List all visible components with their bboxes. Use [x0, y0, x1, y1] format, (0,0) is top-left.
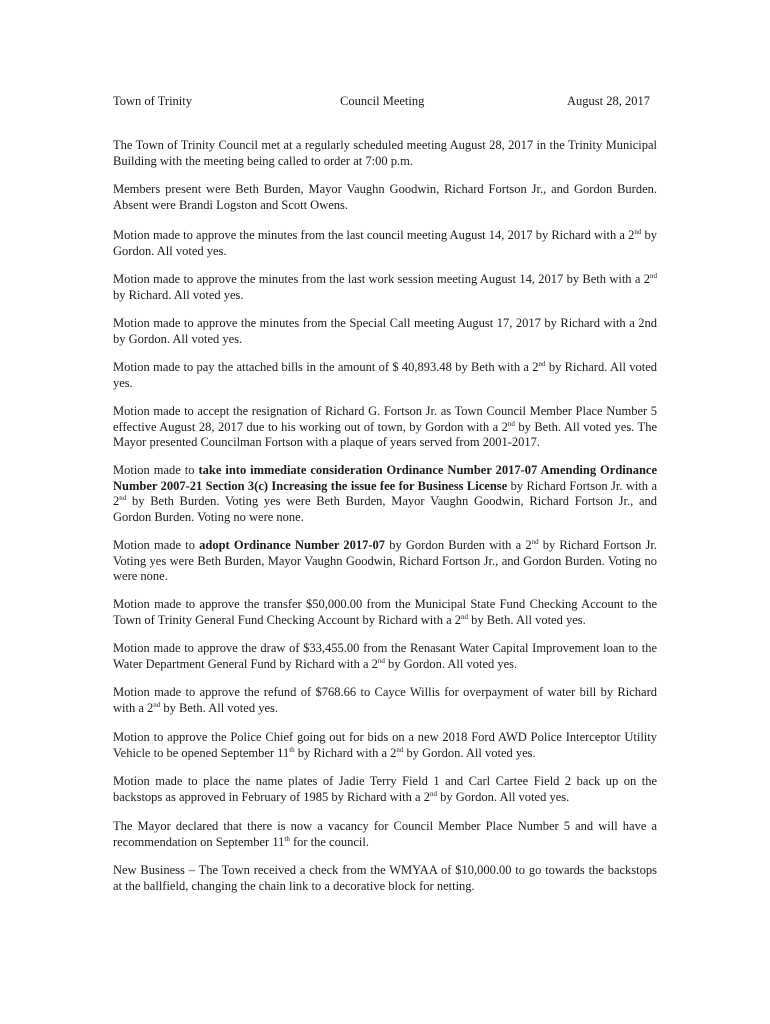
- paragraph-motion-resignation: Motion made to accept the resignation of Richard G. Fortson Jr. as Town Council Member Place Number 5 effective August 28, 2017 due to his working out of town, by Gordon with a 2nd by Beth. All voted yes. The Mayor presented Councilman Fortson with a plaque of years served from 2001-2017.: [113, 404, 657, 449]
- paragraph-motion-police-vehicle: Motion to approve the Police Chief going out for bids on a new 2018 Ford AWD Police Interceptor Utility Vehicle to be opened September 11th by Richard with a 2nd by Gordon. All voted yes.: [113, 730, 657, 760]
- paragraph-attendance: Members present were Beth Burden, Mayor Vaughn Goodwin, Richard Fortson Jr., and Gordon Burden. Absent were Brandi Logston and Scott Owens.: [113, 182, 657, 212]
- ordinance-consideration-title: take into immediate consideration Ordinance Number 2017-07 Amending Ordinance Number 2007-21 Section 3(c) Increasing the issue fee for Business License: [113, 463, 657, 493]
- ordinance-adoption-title: adopt Ordinance Number 2017-07: [199, 538, 386, 552]
- paragraph-motion-ordinance-adoption: Motion made to adopt Ordinance Number 2017-07 by Gordon Burden with a 2nd by Richard Fortson Jr. Voting yes were Beth Burden, Mayor Vaughn Goodwin, Richard Fortson Jr., and Gordon Burden. Voting no were none.: [113, 538, 657, 583]
- paragraph-meeting-opening: The Town of Trinity Council met at a regularly scheduled meeting August 28, 2017 in the Trinity Municipal Building with the meeting being called to order at 7:00 p.m.: [113, 138, 657, 168]
- paragraph-motion-refund: Motion made to approve the refund of $768.66 to Cayce Willis for overpayment of water bill by Richard with a 2nd by Beth. All voted yes.: [113, 685, 657, 715]
- header-date: August 28, 2017: [567, 94, 650, 108]
- header-meeting-type: Council Meeting: [340, 94, 425, 108]
- paragraph-motion-name-plates: Motion made to place the name plates of Jadie Terry Field 1 and Carl Cartee Field 2 back up on the backstops as approved in February of 1985 by Richard with a 2nd by Gordon. All voted yes.: [113, 774, 657, 804]
- header-town: Town of Trinity: [113, 94, 193, 108]
- paragraph-motion-loan-draw: Motion made to approve the draw of $33,455.00 from the Renasant Water Capital Improvement loan to the Water Department General Fund by Richard with a 2nd by Gordon. All voted yes.: [113, 641, 657, 671]
- paragraph-motion-fund-transfer: Motion made to approve the transfer $50,000.00 from the Municipal State Fund Checking Account to the Town of Trinity General Fund Checking Account by Richard with a 2nd by Beth. All voted yes.: [113, 597, 657, 627]
- paragraph-motion-work-session-minutes: Motion made to approve the minutes from the last work session meeting August 14, 2017 by Beth with a 2nd by Richard. All voted yes.: [113, 272, 657, 302]
- paragraph-motion-special-call-minutes: Motion made to approve the minutes from the Special Call meeting August 17, 2017 by Richard with a 2nd by Gordon. All voted yes.: [113, 316, 657, 346]
- page-header: [113, 94, 657, 110]
- paragraph-new-business: New Business – The Town received a check from the WMYAA of $10,000.00 to go towards the backstops at the ballfield, changing the chain link to a decorative block for netting.: [113, 863, 657, 893]
- paragraph-vacancy-declaration: The Mayor declared that there is now a vacancy for Council Member Place Number 5 and will have a recommendation on September 11th for the council.: [113, 819, 657, 849]
- paragraph-motion-bills: Motion made to pay the attached bills in the amount of $ 40,893.48 by Beth with a 2nd by Richard. All voted yes.: [113, 360, 658, 390]
- paragraph-motion-council-minutes: Motion made to approve the minutes from the last council meeting August 14, 2017 by Richard with a 2nd by Gordon. All voted yes.: [113, 228, 657, 258]
- paragraph-motion-ordinance-consideration: Motion made to take into immediate consideration Ordinance Number 2017-07 Amending Ordinance Number 2007-21 Section 3(c) Increasing the issue fee for Business License by Richard Fortson Jr. with a 2nd by Beth Burden. Voting yes were Beth Burden, Mayor Vaughn Goodwin, Richard Fortson Jr., and Gordon Burden. Voting no were none.: [113, 463, 657, 524]
